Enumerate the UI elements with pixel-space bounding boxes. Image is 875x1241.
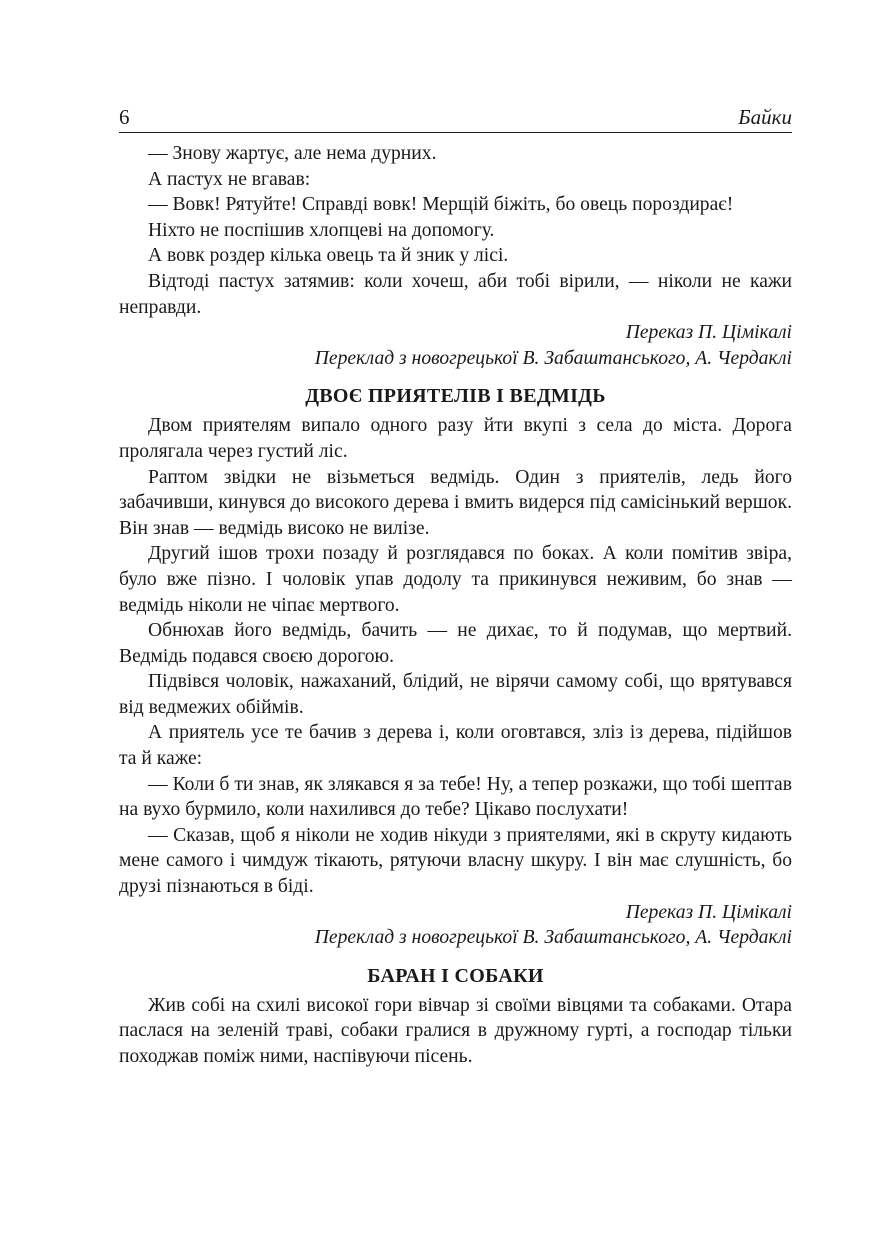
page-content [119,141,792,1070]
story-three-section [119,963,792,1070]
retold-by-credit: Переказ П. Цімікалі [625,901,792,923]
paragraph: — Знову жартує, але нема дурних. [148,143,437,164]
paragraph: Підвівся чоловік, нажаханий, блідий, не вірячи самому собі, що врятувався від ведмежих обіймів. [119,671,792,718]
page-number: 6 [119,105,130,129]
story-end-section [119,141,792,371]
book-page [119,104,792,1070]
running-head [119,104,792,132]
retold-by-credit: Переказ П. Цімікалі [625,322,792,344]
paragraph: Другий ішов трохи позаду й розглядався по боках. А коли помітив звіра, було вже пізно. І чоловік упав додолу та прикинувся неживим, бо знав — ведмідь ніколи не чіпає мертвого. [119,543,792,616]
paragraph: А вовк роздер кілька овець та й зник у лісі. [148,245,509,267]
paragraph: — Сказав, щоб я ніколи не ходив нікуди з приятелями, які в скруту кидають мене самого і чимдуж тікають, рятуючи власну шкуру. І він має слушність, бо друзі пізнаються в біді. [119,824,792,898]
paragraph: Відтоді пастух затямив: коли хочеш, аби тобі вірили, — ніколи не кажи неправди. [119,270,792,318]
paragraph: Обнюхав його ведмідь, бачить — не дихає, то й подумав, що мертвий. Ведмідь подався своєю дорогою. [119,620,792,667]
paragraph: Жив собі на схилі високої гори вівчар зі своїми вівцями та собаками. Отара паслася на зеленій траві, собаки гралися в дружному гурті, а господар тільки походжав поміж ними, наспівуючи пісень. [119,994,792,1067]
translated-by-credit: Переклад з новогрецької В. Забаштанського, А. Чердаклі [314,347,792,369]
running-title: Байки [738,105,792,129]
header-rule [119,132,792,133]
translated-by-credit: Переклад з новогрецької В. Забаштанського, А. Чердаклі [314,927,792,949]
paragraph: А пастух не вгавав: [148,168,311,190]
paragraph: Ніхто не поспішив хлопцеві на допомогу. [148,219,495,241]
paragraph: Раптом звідки не візьметься ведмідь. Один з приятелів, ледь його забачивши, кинувся до високого дерева і вмить видерся під самісінький вершок. Він знав — ведмідь високо не вилізе. [119,466,792,539]
paragraph: А приятель усе те бачив з дерева і, коли оговтався, зліз із дерева, підійшов та й каже: [119,722,792,770]
paragraph: Двом приятелям випало одного разу йти вкупі з села до міста. Дорога пролягала через густий ліс. [119,415,792,462]
story-two-section [119,383,792,950]
story-title: ДВОЄ ПРИЯТЕЛІВ І ВЕДМІДЬ [305,385,606,408]
paragraph: — Коли б ти знав, як злякався я за тебе! Ну, а тепер розкажи, що тобі шептав на вухо бурмило, коли нахилився до тебе? Цікаво послухати! [119,773,792,821]
story-title: БАРАН І СОБАКИ [367,964,544,987]
paragraph: — Вовк! Рятуйте! Справді вовк! Мерщій біжіть, бо овець пороздирає! [148,194,734,216]
